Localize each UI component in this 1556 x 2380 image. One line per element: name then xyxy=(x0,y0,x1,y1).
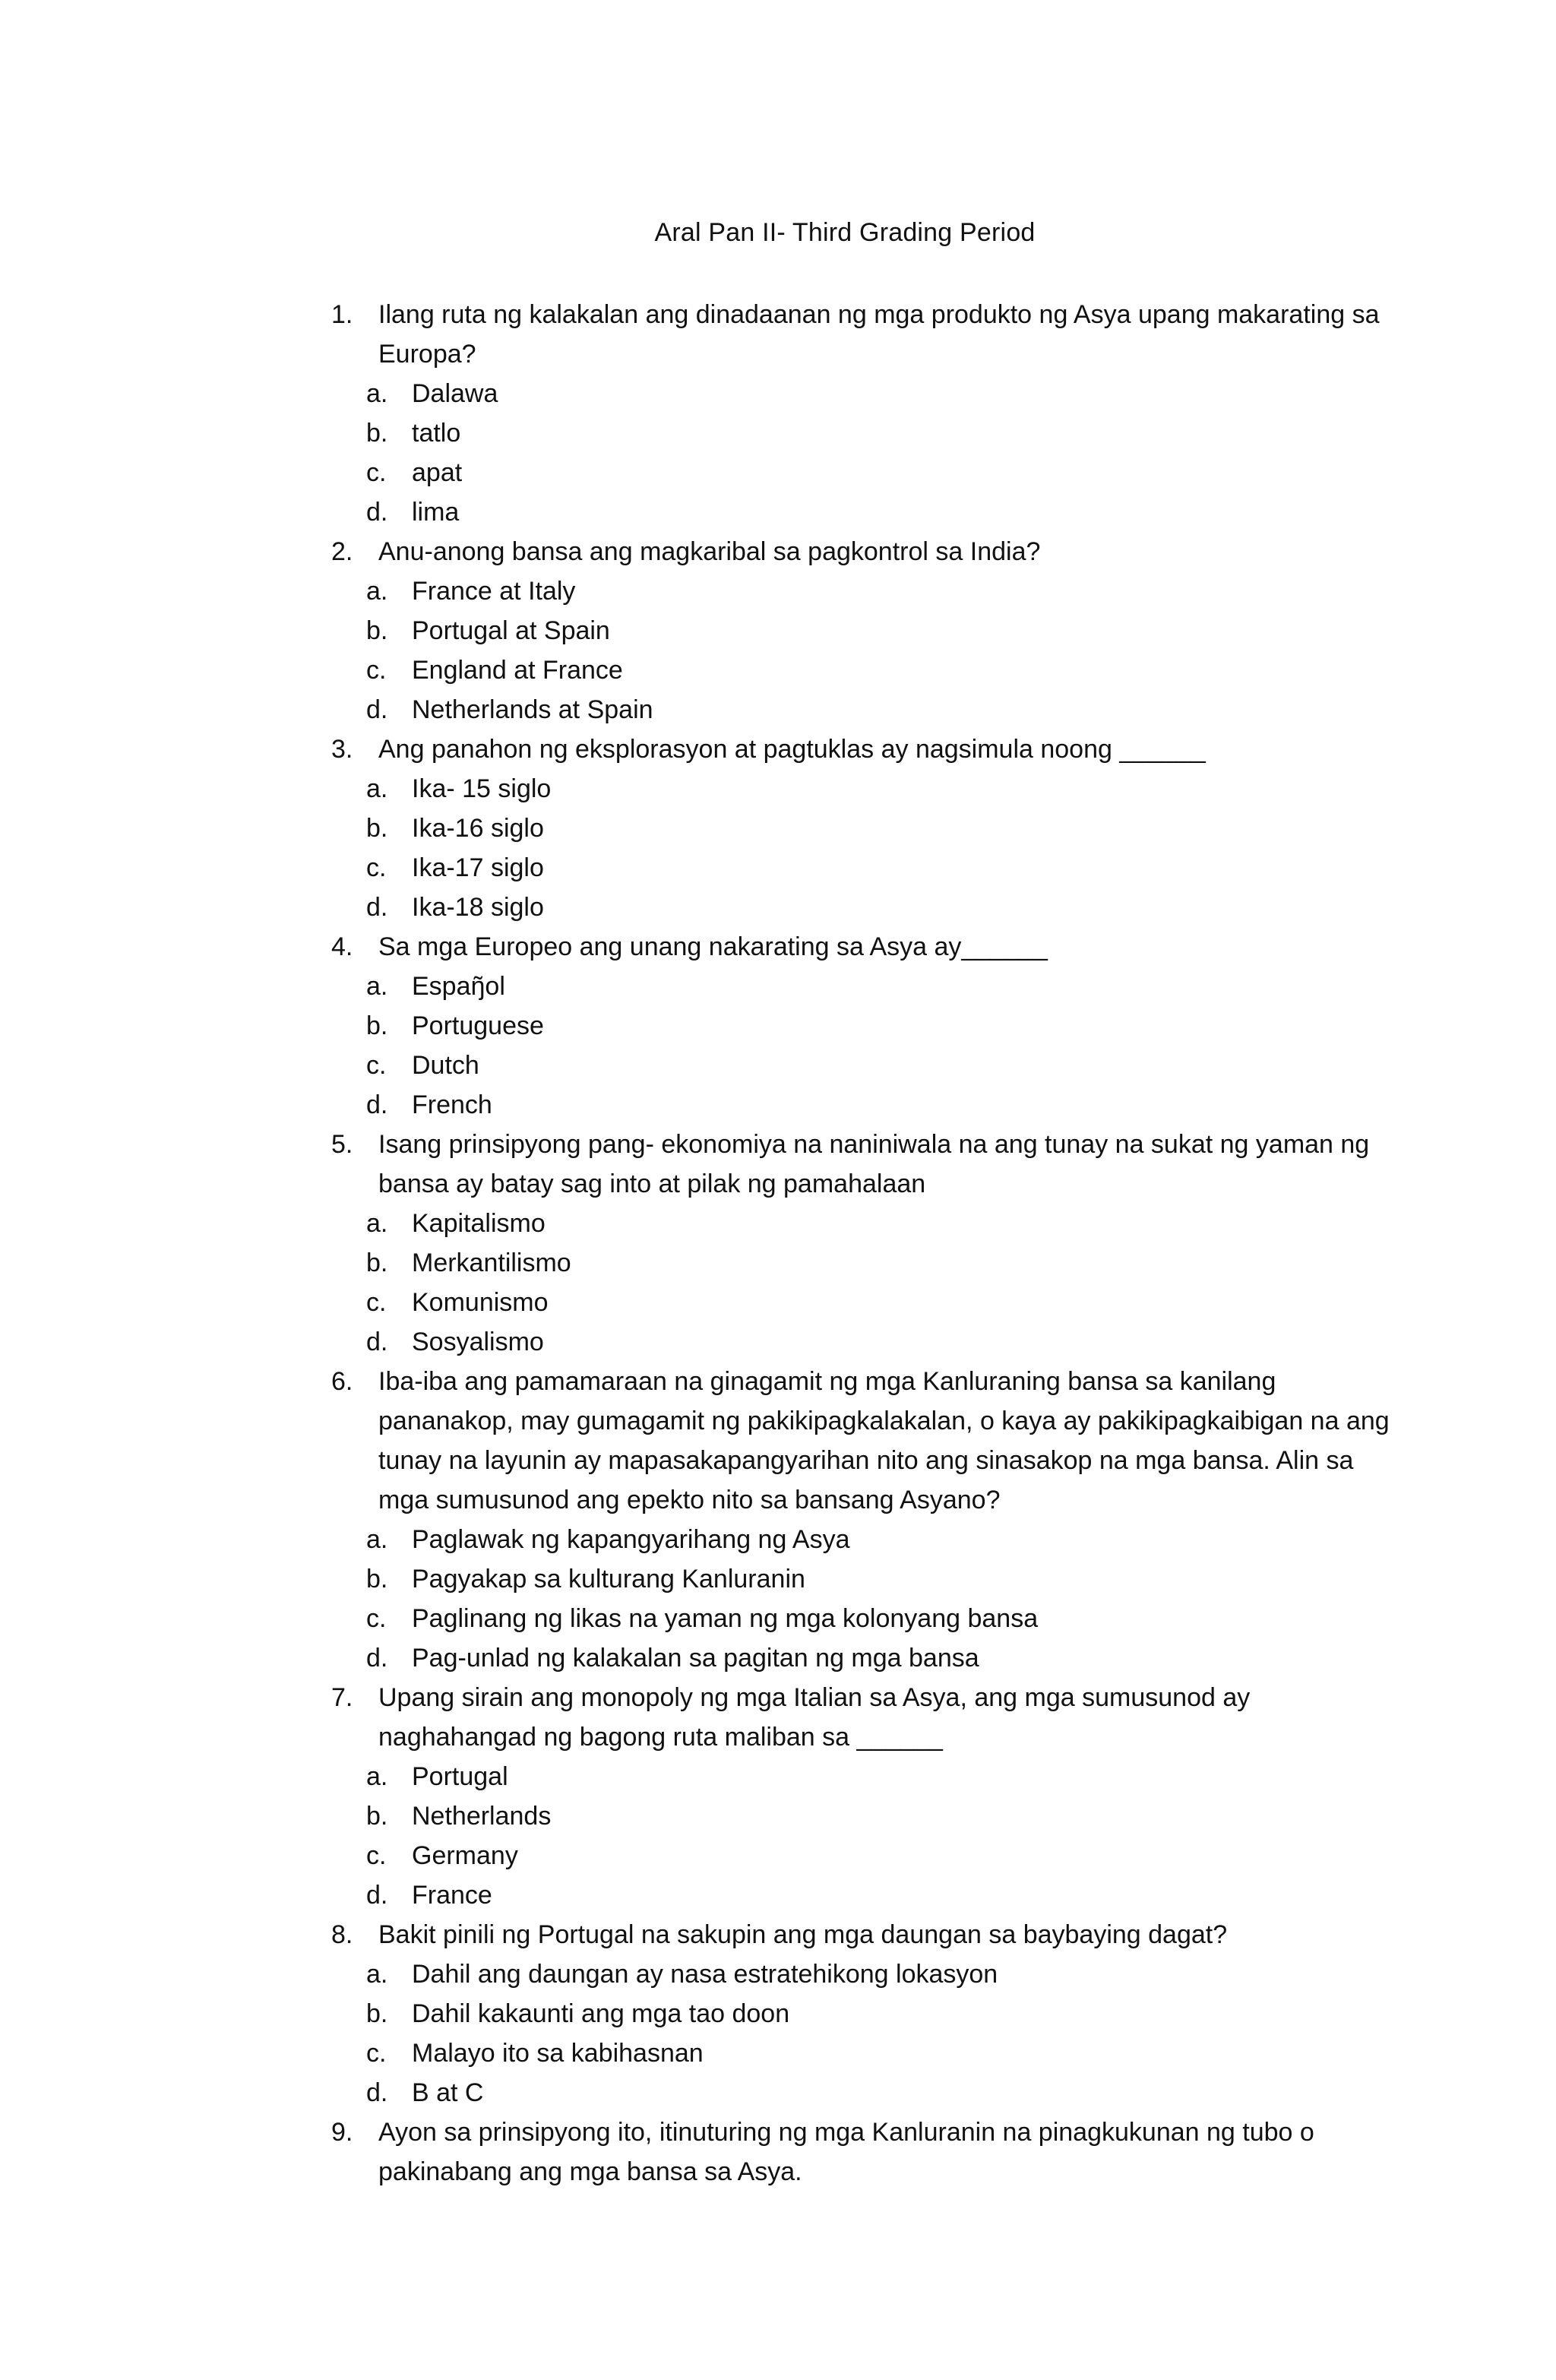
choice-list xyxy=(328,374,1392,532)
choice-letter: c. xyxy=(366,458,387,487)
choice-text: France xyxy=(412,1881,492,1910)
choice-d xyxy=(328,1875,1392,1915)
choice-d xyxy=(328,2073,1392,2113)
choice-letter: a. xyxy=(366,1209,388,1238)
choice-a xyxy=(328,1520,1392,1559)
choice-text: Espaŋ̃ol xyxy=(412,972,505,1001)
choice-text: Paglinang ng likas na yaman ng mga kolonyang bansa xyxy=(412,1604,1039,1633)
question-number: 9. xyxy=(331,2118,353,2147)
choice-c xyxy=(328,650,1392,690)
choice-text: Malayo ito sa kabihasnan xyxy=(412,2039,704,2068)
choice-list xyxy=(328,1757,1392,1915)
choice-letter: a. xyxy=(366,1525,388,1554)
choice-letter: b. xyxy=(366,616,388,645)
choice-text: Dutch xyxy=(412,1051,479,1080)
choice-b xyxy=(328,1994,1392,2033)
question-text: Iba-iba ang pamamaraan na ginagamit ng mga Kanluraning bansa sa kanilang pananakop, may gumagamit ng pakikipagkalakalan, o kaya ay pakikipagkaibigan na ang tunay na layunin ay mapasakapangyarihan nito ang sinasakop na mga bansa. Alin sa mga sumusunod ang epekto nito sa bansang Asyano? xyxy=(378,1367,1390,1514)
choice-letter: c. xyxy=(366,853,387,882)
choice-text: Netherlands xyxy=(412,1802,552,1831)
choice-text: Merkantilismo xyxy=(412,1249,571,1277)
choice-b xyxy=(328,1006,1392,1046)
question-number: 8. xyxy=(331,1920,353,1949)
question-text: Anu-anong bansa ang magkaribal sa pagkontrol sa India? xyxy=(378,537,1041,566)
choice-letter: c. xyxy=(366,656,387,685)
choice-c xyxy=(328,1046,1392,1085)
choice-text: Ika-17 siglo xyxy=(412,853,544,882)
choice-letter: c. xyxy=(366,2039,387,2068)
choice-text: England at France xyxy=(412,656,623,685)
choice-text: Dahil ang daungan ay nasa estratehikong lokasyon xyxy=(412,1960,998,1989)
choice-b xyxy=(328,809,1392,848)
choice-d xyxy=(328,888,1392,927)
choice-text: Komunismo xyxy=(412,1288,549,1317)
choice-a xyxy=(328,374,1392,413)
choice-text: France at Italy xyxy=(412,577,576,606)
choice-letter: d. xyxy=(366,1644,388,1673)
question-stem xyxy=(328,927,1392,967)
choice-c xyxy=(328,453,1392,492)
choice-letter: d. xyxy=(366,498,388,527)
choice-text: Portuguese xyxy=(412,1011,544,1040)
choice-letter: b. xyxy=(366,1249,388,1277)
choice-letter: a. xyxy=(366,1960,388,1989)
choice-list xyxy=(328,1204,1392,1362)
choice-letter: a. xyxy=(366,577,388,606)
choice-b xyxy=(328,1796,1392,1836)
choice-text: French xyxy=(412,1090,492,1119)
choice-a xyxy=(328,967,1392,1006)
choice-a xyxy=(328,1954,1392,1994)
question-text: Ilang ruta ng kalakalan ang dinadaanan ng mga produkto ng Asya upang makarating sa Europa? xyxy=(378,300,1380,369)
choice-d xyxy=(328,1322,1392,1362)
question-3 xyxy=(328,730,1392,927)
choice-text: Ika- 15 siglo xyxy=(412,774,552,803)
choice-letter: c. xyxy=(366,1841,387,1870)
question-stem xyxy=(328,730,1392,769)
choice-letter: d. xyxy=(366,2078,388,2107)
question-stem xyxy=(328,1915,1392,1954)
choice-letter: d. xyxy=(366,1328,388,1356)
choice-letter: b. xyxy=(366,1999,388,2028)
choice-letter: a. xyxy=(366,774,388,803)
question-text: Sa mga Europeo ang unang nakarating sa Asya ay______ xyxy=(378,932,1048,961)
question-stem xyxy=(328,2113,1392,2192)
choice-b xyxy=(328,413,1392,453)
question-number: 3. xyxy=(331,735,353,764)
choice-letter: b. xyxy=(366,1802,388,1831)
choice-d xyxy=(328,492,1392,532)
choice-a xyxy=(328,1757,1392,1796)
choice-c xyxy=(328,848,1392,888)
choice-list xyxy=(328,1520,1392,1678)
choice-text: Ika-18 siglo xyxy=(412,893,544,922)
question-7 xyxy=(328,1678,1392,1915)
question-text: Upang sirain ang monopoly ng mga Italian sa Asya, ang mga sumusunod ay naghahangad ng bagong ruta maliban sa ______ xyxy=(378,1683,1251,1752)
question-number: 2. xyxy=(331,537,353,566)
choice-text: Netherlands at Spain xyxy=(412,695,653,724)
choice-letter: a. xyxy=(366,972,388,1001)
choice-text: Ika-16 siglo xyxy=(412,814,544,843)
choice-letter: b. xyxy=(366,1565,388,1594)
choice-a xyxy=(328,769,1392,809)
choice-d xyxy=(328,690,1392,730)
choice-b xyxy=(328,1559,1392,1599)
choice-letter: d. xyxy=(366,695,388,724)
choice-b xyxy=(328,1243,1392,1283)
question-6 xyxy=(328,1362,1392,1678)
choice-text: Dahil kakaunti ang mga tao doon xyxy=(412,1999,790,2028)
choice-c xyxy=(328,1836,1392,1875)
question-1 xyxy=(328,295,1392,532)
question-list xyxy=(328,295,1392,2192)
choice-text: tatlo xyxy=(412,419,461,448)
choice-text: Paglawak ng kapangyarihang ng Asya xyxy=(412,1525,850,1554)
choice-letter: c. xyxy=(366,1051,387,1080)
question-stem xyxy=(328,1125,1392,1204)
question-text: Isang prinsipyong pang- ekonomiya na naniniwala na ang tunay na sukat ng yaman ng bansa ay batay sag into at pilak ng pamahalaan xyxy=(378,1130,1370,1198)
question-2 xyxy=(328,532,1392,730)
choice-text: Pagyakap sa kulturang Kanluranin xyxy=(412,1565,805,1594)
choice-letter: d. xyxy=(366,1090,388,1119)
choice-letter: a. xyxy=(366,379,388,408)
choice-letter: c. xyxy=(366,1604,387,1633)
choice-text: Kapitalismo xyxy=(412,1209,546,1238)
choice-text: Pag-unlad ng kalakalan sa pagitan ng mga bansa xyxy=(412,1644,979,1673)
choice-list xyxy=(328,1954,1392,2113)
choice-c xyxy=(328,1599,1392,1638)
choice-text: Germany xyxy=(412,1841,518,1870)
question-text: Bakit pinili ng Portugal na sakupin ang mga daungan sa baybaying dagat? xyxy=(378,1920,1228,1949)
question-8 xyxy=(328,1915,1392,2113)
question-stem xyxy=(328,295,1392,374)
choice-a xyxy=(328,571,1392,611)
question-text: Ang panahon ng eksplorasyon at pagtuklas ay nagsimula noong ______ xyxy=(378,735,1206,764)
choice-letter: a. xyxy=(366,1762,388,1791)
choice-d xyxy=(328,1085,1392,1125)
choice-list xyxy=(328,967,1392,1125)
choice-text: Portugal xyxy=(412,1762,508,1791)
choice-text: Portugal at Spain xyxy=(412,616,610,645)
question-stem xyxy=(328,1678,1392,1757)
page-title: Aral Pan II- Third Grading Period xyxy=(654,218,1036,247)
choice-letter: d. xyxy=(366,893,388,922)
choice-letter: d. xyxy=(366,1881,388,1910)
question-9 xyxy=(328,2113,1392,2192)
choice-text: lima xyxy=(412,498,460,527)
choice-a xyxy=(328,1204,1392,1243)
choice-list xyxy=(328,571,1392,730)
question-stem xyxy=(328,1362,1392,1520)
choice-c xyxy=(328,2033,1392,2073)
question-number: 7. xyxy=(331,1683,353,1712)
choice-list xyxy=(328,769,1392,927)
question-number: 1. xyxy=(331,300,353,329)
question-stem xyxy=(328,532,1392,571)
choice-c xyxy=(328,1283,1392,1322)
question-text: Ayon sa prinsipyong ito, itinuturing ng mga Kanluranin na pinagkukunan ng tubo o pakinabang ang mga bansa sa Asya. xyxy=(378,2118,1314,2186)
question-5 xyxy=(328,1125,1392,1362)
choice-text: B at C xyxy=(412,2078,484,2107)
choice-text: Dalawa xyxy=(412,379,498,408)
choice-letter: b. xyxy=(366,814,388,843)
choice-b xyxy=(328,611,1392,650)
choice-d xyxy=(328,1638,1392,1678)
choice-text: apat xyxy=(412,458,463,487)
choice-letter: b. xyxy=(366,419,388,448)
choice-text: Sosyalismo xyxy=(412,1328,544,1356)
question-number: 4. xyxy=(331,932,353,961)
question-4 xyxy=(328,927,1392,1125)
choice-letter: c. xyxy=(366,1288,387,1317)
question-number: 6. xyxy=(331,1367,353,1396)
choice-letter: b. xyxy=(366,1011,388,1040)
question-number: 5. xyxy=(331,1130,353,1159)
